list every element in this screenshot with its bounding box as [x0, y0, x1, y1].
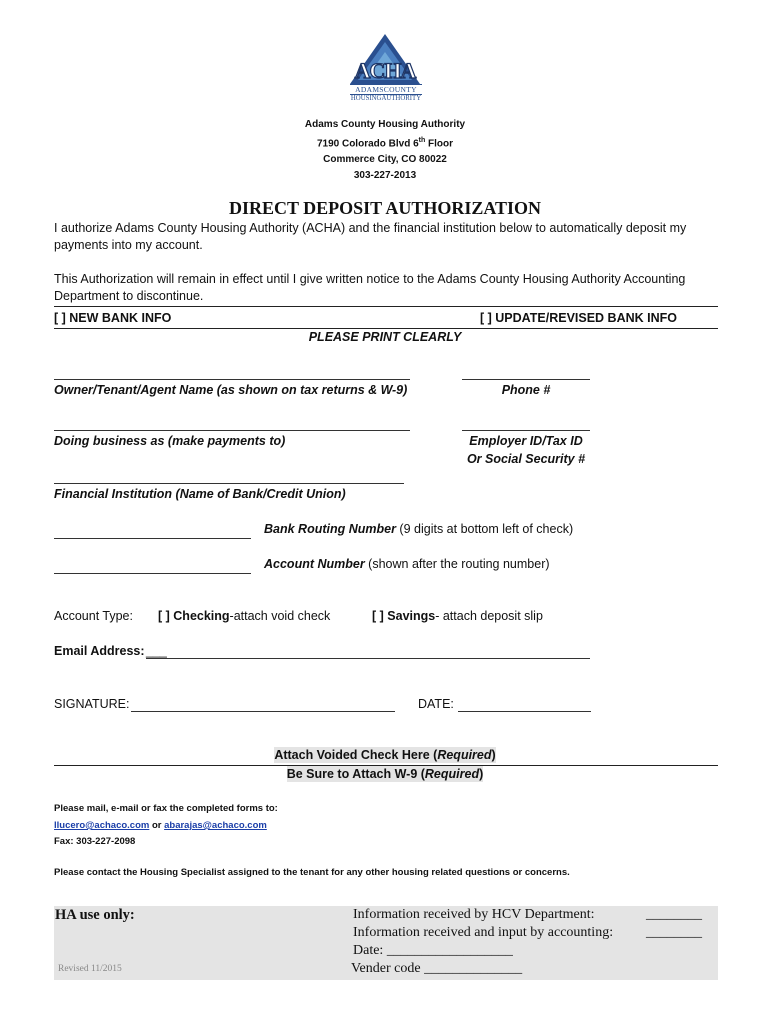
employer-id-field[interactable]	[462, 430, 590, 431]
account-number-label: Account Number (shown after the routing number)	[264, 557, 550, 571]
email-prefill: ___	[146, 644, 167, 658]
contact-note: Please contact the Housing Specialist assigned to the tenant for any other housing related questions or concerns.	[54, 867, 570, 878]
org-street: 7190 Colorado Blvd 6th Floor	[316, 137, 454, 150]
checking-checkbox[interactable]: [ ] Checking-attach void check	[158, 609, 331, 623]
routing-number-label: Bank Routing Number (9 digits at bottom left of check)	[264, 522, 574, 536]
intro-text-1: I authorize Adams County Housing Authority (ACHA) and the financial institution below to automatically deposit my	[54, 221, 687, 235]
intro-text-2: This Authorization will remain in effect until I give written notice to the Adams County Housing Authority Accounting	[54, 272, 686, 286]
revised-date: Revised 11/2015	[58, 964, 122, 974]
logo-acronym: ACHA	[354, 58, 416, 83]
update-bank-info-checkbox[interactable]: [ ] UPDATE/REVISED BANK INFO	[480, 311, 677, 325]
email-label: Email Address:	[54, 644, 145, 658]
owner-name-field[interactable]	[54, 379, 410, 380]
date-label: DATE:	[418, 697, 454, 711]
logo-line1: ADAMSCOUNTY	[350, 84, 422, 94]
account-number-field[interactable]	[54, 573, 251, 574]
divider-top	[54, 306, 718, 307]
ha-line-hcv: Information received by HCV Department:	[353, 907, 595, 922]
org-name: Adams County Housing Authority	[304, 119, 466, 130]
signature-field[interactable]	[131, 711, 395, 712]
routing-number-field[interactable]	[54, 538, 251, 539]
intro-text-2b: Department to discontinue.	[54, 289, 204, 303]
new-bank-info-checkbox[interactable]: [ ] NEW BANK INFO	[54, 311, 172, 325]
address-block	[235, 117, 535, 184]
ha-line-accounting-blank: ________	[646, 925, 702, 940]
institution-field[interactable]	[54, 483, 404, 484]
employer-id-label: Employer ID/Tax ID	[469, 434, 583, 448]
ha-line-hcv-blank: ________	[646, 907, 702, 922]
divider-options	[54, 328, 718, 329]
attach-w9: Be Sure to Attach W-9 (Required)	[286, 767, 484, 781]
mail-emails: llucero@achaco.com or abarajas@achaco.com	[54, 820, 267, 831]
date-field[interactable]	[458, 711, 591, 712]
mail-instructions: Please mail, e-mail or fax the completed forms to:	[54, 803, 278, 814]
ha-use-only-label: HA use only:	[55, 907, 135, 923]
dba-label: Doing business as (make payments to)	[54, 434, 286, 448]
ha-line-vender-code: Vender code ______________	[351, 961, 523, 976]
ssn-label: Or Social Security #	[466, 452, 586, 466]
intro-text-1b: payments into my account.	[54, 238, 203, 252]
fax-number: Fax: 303-227-2098	[54, 836, 136, 847]
page-title: DIRECT DEPOSIT AUTHORIZATION	[228, 198, 542, 218]
account-type-label: Account Type:	[54, 609, 133, 623]
email-link-abarajas[interactable]: abarajas@achaco.com	[164, 820, 267, 831]
email-link-llucero[interactable]: llucero@achaco.com	[54, 820, 150, 831]
institution-label: Financial Institution (Name of Bank/Credit Union)	[54, 487, 346, 501]
savings-checkbox[interactable]: [ ] Savings- attach deposit slip	[372, 609, 543, 623]
owner-name-label: Owner/Tenant/Agent Name (as shown on tax returns & W-9)	[54, 383, 408, 397]
signature-label: SIGNATURE:	[54, 697, 130, 711]
acha-logo	[346, 32, 424, 104]
attach-voided-check: Attach Voided Check Here (Required)	[274, 748, 496, 762]
email-field[interactable]	[146, 658, 590, 659]
phone-label: Phone #	[501, 383, 551, 397]
ha-line-date: Date: __________________	[353, 943, 513, 958]
org-phone: 303-227-2013	[353, 170, 417, 182]
phone-field[interactable]	[462, 379, 590, 380]
ha-line-accounting: Information received and input by accounting:	[353, 925, 614, 940]
dba-field[interactable]	[54, 430, 410, 431]
print-clearly-note: PLEASE PRINT CLEARLY	[308, 330, 462, 344]
logo-line2: HOUSINGAUTHORITY	[350, 95, 422, 102]
org-city: Commerce City, CO 80022	[323, 154, 447, 166]
